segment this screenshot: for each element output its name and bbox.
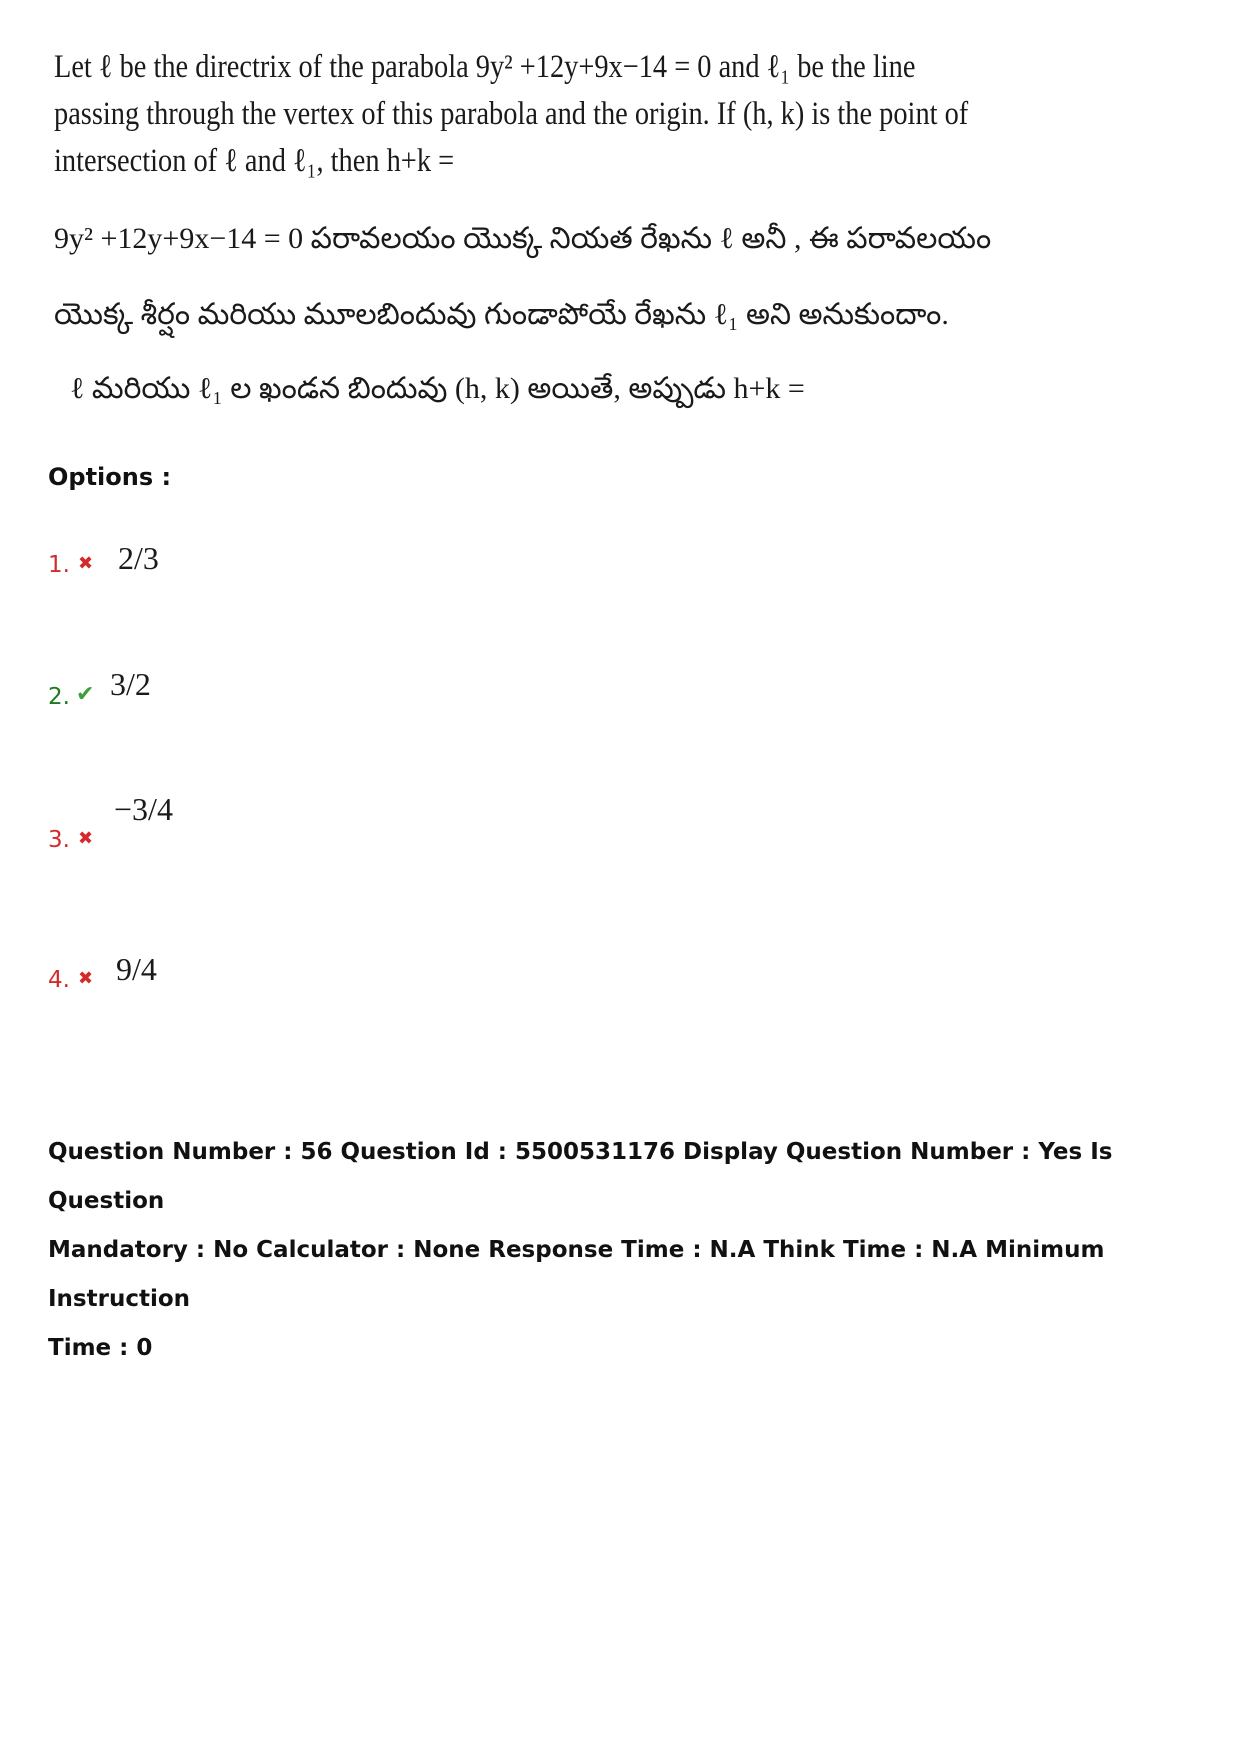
question-telugu-line-3: ℓ మరియు ℓ₁ ల ఖండన బిందువు (h, k) అయితే, అప్పుడు h+k = [70, 372, 805, 405]
question-line-1: Let ℓ be the directrix of the parabola 9y² +12y+9x−14 = 0 and ℓ₁ be the line [54, 49, 916, 85]
option-number: 1. [48, 552, 70, 578]
option-number: 3. [48, 827, 70, 853]
question-telugu-line-1: 9y² +12y+9x−14 = 0 పరావలయం యొక్క నియత రేఖను ℓ అనీ , ఈ పరావలయం [54, 222, 992, 255]
cross-icon: ✖ [78, 828, 94, 849]
metadata-line-2: Mandatory : No Calculator : None Response Time : N.A Think Time : N.A Minimum Instruction [48, 1237, 1105, 1312]
options-heading: Options : [48, 463, 172, 491]
check-icon: ✔ [76, 682, 95, 707]
cross-icon: ✖ [78, 553, 94, 574]
option-number: 2. [48, 684, 70, 710]
metadata-line-3: Time : 0 [48, 1335, 153, 1361]
option-value: 9/4 [116, 951, 157, 987]
option-value: −3/4 [114, 791, 173, 827]
question-text-english [54, 44, 969, 185]
question-line-3: intersection of ℓ and ℓ₁, then h+k = [54, 143, 455, 179]
question-telugu-line-2: యొక్క శీర్షం మరియు మూలబిందువు గుండాపోయే రేఖను ℓ₁ అని అనుకుందాం. [54, 298, 949, 331]
option-number: 4. [48, 967, 70, 993]
question-metadata [48, 1128, 1218, 1373]
question-line-2: passing through the vertex of this parabola and the origin. If (h, k) is the point of [54, 96, 969, 132]
cross-icon: ✖ [78, 968, 94, 989]
option-value: 3/2 [110, 666, 151, 702]
metadata-line-1: Question Number : 56 Question Id : 5500531176 Display Question Number : Yes Is Question [48, 1139, 1113, 1214]
option-value: 2/3 [118, 540, 159, 576]
